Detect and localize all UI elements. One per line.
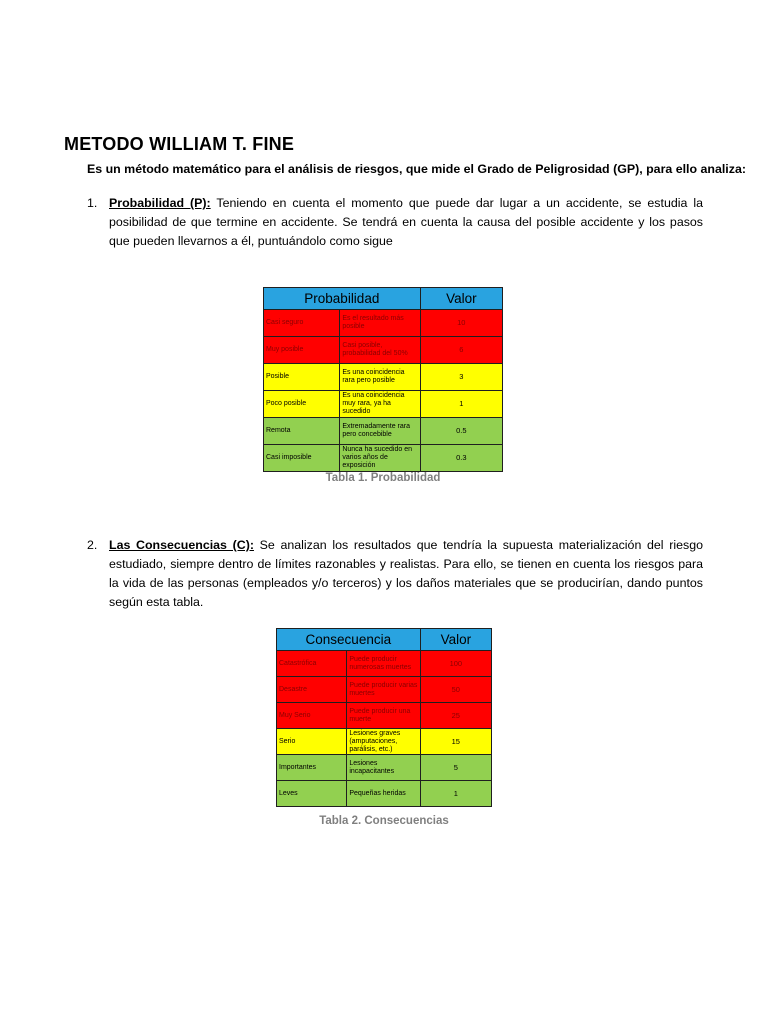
description-cell: Nunca ha sucedido en varios años de exposición bbox=[340, 445, 420, 472]
table-row bbox=[277, 729, 492, 755]
level-cell: Serio bbox=[277, 729, 347, 755]
description-cell: Es una coincidencia muy rara, ya ha sucedido bbox=[340, 391, 420, 418]
value-cell: 10 bbox=[420, 310, 502, 337]
description-cell: Puede producir numerosas muertes bbox=[347, 651, 420, 677]
page-title: METODO WILLIAM T. FINE bbox=[64, 134, 295, 154]
table-body bbox=[277, 651, 492, 807]
level-cell: Casi imposible bbox=[264, 445, 340, 472]
probability-table bbox=[263, 287, 503, 472]
list-number: 2. bbox=[87, 538, 98, 552]
level-cell: Importantes bbox=[277, 755, 347, 781]
description-cell: Lesiones incapacitantes bbox=[347, 755, 420, 781]
description-cell: Extremadamente rara pero concebible bbox=[340, 418, 420, 445]
list-item-probabilidad bbox=[87, 194, 703, 251]
item-text: Teniendo en cuenta el momento que puede dar lugar a un accidente, se estudia la posibilidad de que termine en accidente. Se tendrá en cuenta la causa del posible accidente y los pasos que pueden llevarnos a él, puntuándolo como sigue bbox=[109, 196, 703, 248]
table-row bbox=[277, 755, 492, 781]
level-cell: Poco posible bbox=[264, 391, 340, 418]
table-row bbox=[264, 418, 503, 445]
description-cell: Es una coincidencia rara pero posible bbox=[340, 364, 420, 391]
table-row bbox=[264, 364, 503, 391]
table-row bbox=[277, 677, 492, 703]
term-consecuencias: Las Consecuencias (C): bbox=[109, 538, 254, 552]
level-cell: Remota bbox=[264, 418, 340, 445]
term-probabilidad: Probabilidad (P): bbox=[109, 196, 211, 210]
intro-paragraph: Es un método matemático para el análisis de riesgos, que mide el Grado de Peligrosidad (GP), para ello analiza: bbox=[87, 162, 746, 176]
table-row bbox=[277, 781, 492, 807]
level-cell: Leves bbox=[277, 781, 347, 807]
level-cell: Muy posible bbox=[264, 337, 340, 364]
description-cell: Pequeñas heridas bbox=[347, 781, 420, 807]
table-row bbox=[264, 337, 503, 364]
value-cell: 100 bbox=[420, 651, 491, 677]
value-cell: 6 bbox=[420, 337, 502, 364]
table-caption: Tabla 1. Probabilidad bbox=[325, 472, 441, 484]
description-cell: Puede producir una muerte bbox=[347, 703, 420, 729]
item-text: Se analizan los resultados que tendría la supuesta materialización del riesgo estudiado, siempre dentro de límites razonables y realistas. Para ello, se tienen en cuenta los riesgos para la vida de las personas (empleados y/o terceros) y los daños materiales que se producirían, dando puntos según esta tabla. bbox=[109, 538, 703, 609]
level-cell: Casi seguro bbox=[264, 310, 340, 337]
value-cell: 5 bbox=[420, 755, 491, 781]
table-caption: Tabla 2. Consecuencias bbox=[319, 815, 449, 827]
table-header-valor: Valor bbox=[420, 629, 491, 651]
description-cell: Lesiones graves (amputaciones, parálisis, etc.) bbox=[347, 729, 420, 755]
description-cell: Casi posible, probabilidad del 50% bbox=[340, 337, 420, 364]
table-row bbox=[264, 391, 503, 418]
value-cell: 1 bbox=[420, 391, 502, 418]
table-row bbox=[277, 703, 492, 729]
level-cell: Catastrófica bbox=[277, 651, 347, 677]
value-cell: 0.5 bbox=[420, 418, 502, 445]
list-number: 1. bbox=[87, 196, 98, 210]
table-row bbox=[264, 445, 503, 472]
value-cell: 50 bbox=[420, 677, 491, 703]
level-cell: Muy Serio bbox=[277, 703, 347, 729]
list-item-consecuencias bbox=[87, 536, 703, 612]
table-row bbox=[277, 651, 492, 677]
description-cell: Puede producir varias muertes bbox=[347, 677, 420, 703]
table-header-consecuencia: Consecuencia bbox=[277, 629, 421, 651]
table-body bbox=[264, 310, 503, 472]
value-cell: 25 bbox=[420, 703, 491, 729]
value-cell: 0.3 bbox=[420, 445, 502, 472]
table-header-valor: Valor bbox=[420, 288, 502, 310]
consequence-table bbox=[276, 628, 492, 807]
level-cell: Posible bbox=[264, 364, 340, 391]
value-cell: 1 bbox=[420, 781, 491, 807]
table-row bbox=[264, 310, 503, 337]
table-header-probabilidad: Probabilidad bbox=[264, 288, 421, 310]
description-cell: Es el resultado más posible bbox=[340, 310, 420, 337]
value-cell: 15 bbox=[420, 729, 491, 755]
value-cell: 3 bbox=[420, 364, 502, 391]
level-cell: Desastre bbox=[277, 677, 347, 703]
